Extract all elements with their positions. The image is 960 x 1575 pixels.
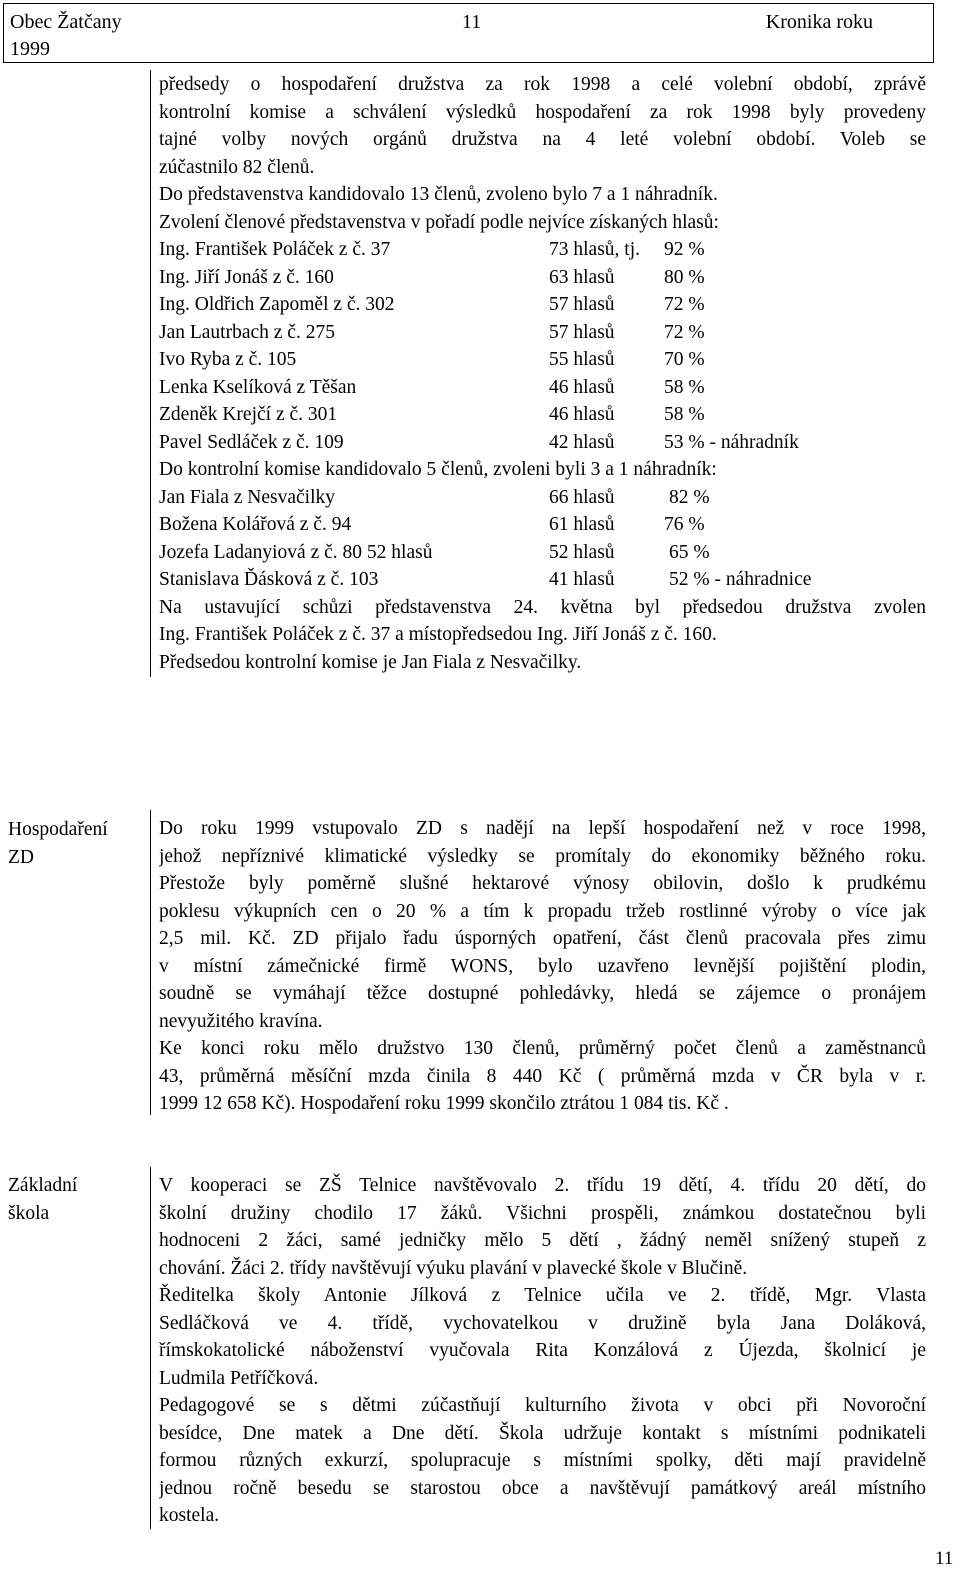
text-line: formou různých exkurzí, spolupracuje s místními spolky, děti mají pravidelně [159, 1450, 926, 1471]
text-line: Ludmila Petříčková. [159, 1367, 319, 1389]
text-line: Ke konci roku mělo družstvo 130 členů, průměrný počet členů a zaměstnanců [159, 1038, 926, 1059]
list-item: Zdeněk Krejčí z č. 301 46 hlasů 58 % [159, 404, 705, 425]
header-village: Obec Žatčany [10, 11, 122, 33]
control-results-list [159, 484, 926, 594]
list-item: Božena Kolářová z č. 94 61 hlasů 76 % [159, 514, 705, 535]
school-section [159, 1172, 926, 1530]
list-item: Jozefa Ladanyiová z č. 80 52 hlasů 52 hlasů 65 % [159, 541, 710, 563]
text-line: chování. Žáci 2. třídy navštěvují výuku plavání v plavecké škole v Blučině. [159, 1257, 748, 1279]
text-line: Pedagogové se s dětmi zúčastňují kulturního života v obci při Novoroční [159, 1395, 926, 1416]
list-item: Ivo Ryba z č. 105 55 hlasů 70 % [159, 349, 705, 370]
economy-section [159, 815, 926, 1118]
list-item: Jan Lautrbach z č. 275 57 hlasů 72 % [159, 321, 705, 343]
list-item: Lenka Kselíková z Těšan 46 hlasů 58 % [159, 376, 705, 398]
text-line: soudně se vymáhají těžce dostupné pohledávky, hledá se zájemce o pronájem [159, 983, 926, 1004]
section-divider-economy [150, 810, 151, 1115]
text-line: Přestože byly poměrně slušné hektarové výnosy obilovin, došlo k prudkému [159, 873, 926, 894]
text-line: 2,5 mil. Kč. ZD přijalo řadu úsporných opatření, část členů pracovala přes zimu [159, 928, 926, 949]
text-line: školní družiny chodilo 17 žáků. Všichni prospěli, známkou dostatečnou byli [159, 1202, 926, 1224]
text-line: Ing. František Poláček z č. 37 a místopředsedou Ing. Jiří Jonáš z č. 160. [159, 624, 717, 645]
text-line: v místní zámečnické firmě WONS, bylo uzavřeno levnější pojištění plodin, [159, 955, 926, 977]
text-line: 1999 12 658 Kč). Hospodaření roku 1999 skončilo ztrátou 1 084 tis. Kč . [159, 1093, 729, 1114]
text-line: nevyužitého kravína. [159, 1010, 323, 1032]
footer-page-number: 11 [935, 1548, 954, 1569]
text-line: poklesu výkupních cen o 20 % a tím k propadu tržeb rostlinné výroby o více jak [159, 900, 926, 922]
header-chronicle-title: Kronika roku [765, 11, 873, 33]
text-line: Do roku 1999 vstupovalo ZD s nadějí na lepší hospodaření než v roce 1998, [159, 818, 926, 839]
text-line: 43, průměrná měsíční mzda činila 8 440 Kč ( průměrná mzda v ČR byla v r. [159, 1065, 926, 1087]
section-label-school: Základní škola [8, 1175, 78, 1224]
page-header [3, 3, 934, 63]
text-line: tajné volby nových orgánů družstva na 4 leté volební období. Voleb se [159, 129, 926, 150]
text-line: předsedy o hospodaření družstva za rok 1998 a celé volební období, zprávě [159, 74, 926, 95]
section-label-economy: Hospodaření ZD [8, 819, 108, 868]
text-line: hodnoceni 2 žáci, samé jedničky mělo 5 dětí , žádný neměl snížený stupeň z [159, 1230, 926, 1251]
list-item: Ing. Jiří Jonáš z č. 160 63 hlasů 80 % [159, 266, 705, 288]
list-item: Stanislava Ďásková z č. 103 41 hlasů 52 % - náhradnice [159, 569, 812, 590]
list-item: Ing. František Poláček z č. 37 73 hlasů, tj. 92 % [159, 239, 705, 260]
text-line: kontrolní komise a schválení výsledků hospodaření za rok 1998 byly provedeny [159, 101, 926, 123]
text-line: římskokatolické náboženství vyučovala Rita Konzálová z Újezda, školnicí je [159, 1340, 926, 1361]
text-line: Ředitelka školy Antonie Jílková z Telnice učila ve 2. třídě, Mgr. Vlasta [159, 1285, 926, 1306]
header-year: 1999 [10, 38, 50, 60]
text-line: zúčastnilo 82 členů. [159, 156, 315, 178]
text-line: jednou ročně besedu se starostou obce a navštěvují památkový areál místního [159, 1477, 926, 1499]
text-line: kostela. [159, 1505, 220, 1526]
text-line: jehož nepříznivé klimatické výsledky se promítaly do ekonomiky běžného roku. [159, 845, 926, 867]
text-line: V kooperaci se ZŠ Telnice navštěvovalo 2. třídu 19 dětí, 4. třídu 20 dětí, do [159, 1175, 926, 1196]
elections-section [159, 71, 926, 676]
board-results-list [159, 236, 926, 456]
header-page-number: 11 [462, 11, 482, 33]
board-candidates-text: Do představenstva kandidovalo 13 členů, zvoleno bylo 7 a 1 náhradník. [159, 184, 718, 205]
text-line: Na ustavující schůzi představenstva 24. května byl předsedou družstva zvolen [159, 596, 926, 618]
control-candidates-text: Do kontrolní komise kandidovalo 5 členů, zvoleni byli 3 a 1 náhradník: [159, 459, 717, 480]
text-line: Předsedou kontrolní komise je Jan Fiala z Nesvačilky. [159, 651, 582, 673]
list-item: Pavel Sedláček z č. 109 42 hlasů 53 % - náhradník [159, 431, 799, 453]
text-line: besídce, Dne matek a Dne dětí. Škola udržuje kontakt s místními podnikateli [159, 1422, 926, 1444]
board-order-text: Zvolení členové představenstva v pořadí podle nejvíce získaných hlasů: [159, 211, 719, 233]
list-item: Jan Fiala z Nesvačilky 66 hlasů 82 % [159, 486, 710, 508]
text-line: Sedláčková ve 4. třídě, vychovatelkou v družině byla Jana Doláková, [159, 1312, 926, 1334]
section-divider-elections [150, 70, 151, 677]
section-divider-school [150, 1167, 151, 1529]
list-item: Ing. Oldřich Zapoměl z č. 302 57 hlasů 72 % [159, 294, 705, 315]
